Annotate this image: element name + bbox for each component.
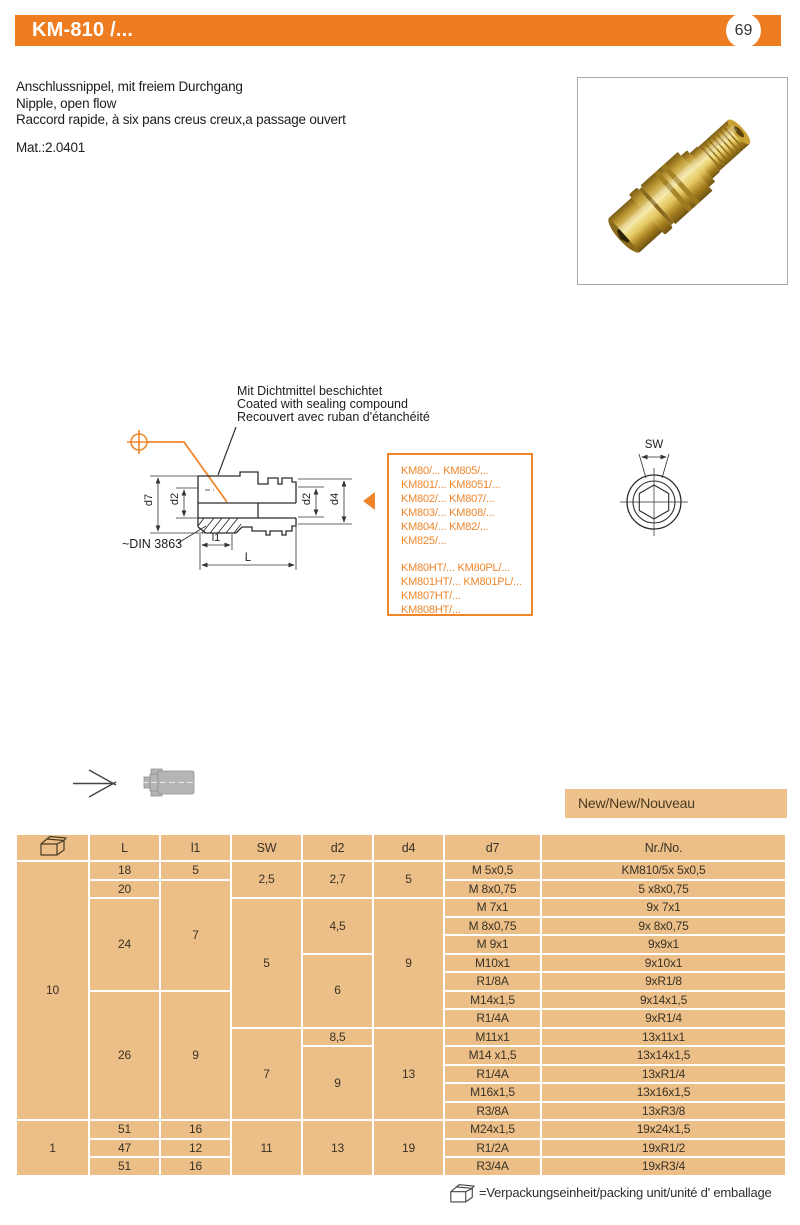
dim-d2-left-label: d2 — [169, 492, 181, 506]
din-label: ~DIN 3863 — [122, 537, 183, 551]
brass-fitting-image — [578, 78, 787, 284]
dim-sw-label: SW — [644, 439, 664, 451]
table-cell: 10 — [16, 861, 89, 1120]
page-header-bar — [15, 15, 781, 46]
new-badge: New/New/Nouveau — [565, 789, 787, 818]
table-cell: 18 — [89, 861, 160, 880]
model-number: KM801HT/... KM801PL/... — [401, 576, 522, 588]
product-photo — [577, 77, 788, 285]
model-number: KM80/... KM805/... — [401, 465, 489, 477]
column-header-d4: d4 — [373, 834, 444, 861]
table-cell: 9xR1/8 — [541, 972, 786, 991]
packing-unit-icon — [448, 1183, 476, 1204]
column-header-d2: d2 — [302, 834, 373, 861]
table-cell: 2,7 — [302, 861, 373, 898]
table-cell: 9xR1/4 — [541, 1009, 786, 1028]
table-cell: 26 — [89, 991, 160, 1121]
table-cell: 9x10x1 — [541, 954, 786, 973]
table-cell: M10x1 — [444, 954, 541, 973]
table-cell: 12 — [160, 1139, 231, 1158]
table-cell: R3/4A — [444, 1157, 541, 1176]
table-cell: M 5x0,5 — [444, 861, 541, 880]
description-line-de: Anschlussnippel, mit freiem Durchgang — [16, 79, 243, 94]
table-cell: M11x1 — [444, 1028, 541, 1047]
packing-unit-legend: =Verpackungseinheit/packing unit/unité d' emballage — [479, 1185, 772, 1200]
table-cell: R3/8A — [444, 1102, 541, 1121]
material-spec: Mat.:2.0401 — [16, 140, 86, 155]
page-title: KM-810 /... — [32, 19, 134, 41]
product-description — [16, 79, 346, 129]
table-cell: 7 — [160, 880, 231, 991]
table-cell: 13xR1/4 — [541, 1065, 786, 1084]
model-number: KM825/... — [401, 535, 447, 547]
hex-end-view — [620, 454, 688, 536]
table-cell: KM810/5x 5x0,5 — [541, 861, 786, 880]
model-group-1 — [401, 464, 527, 548]
table-cell: 16 — [160, 1157, 231, 1176]
svg-text:Mit Dichtmittel beschichtet: Mit Dichtmittel beschichtet — [237, 385, 383, 398]
table-row — [16, 1120, 786, 1139]
table-cell: M16x1,5 — [444, 1083, 541, 1102]
table-cell: 7 — [231, 1028, 302, 1121]
table-cell: 5 x8x0,75 — [541, 880, 786, 899]
table-cell: 19x24x1,5 — [541, 1120, 786, 1139]
table-row — [16, 898, 786, 917]
table-cell: 9 — [302, 1046, 373, 1120]
table-cell: 9x14x1,5 — [541, 991, 786, 1010]
svg-text:Recouvert avec ruban d'étanché: Recouvert avec ruban d'étanchéité — [237, 410, 430, 424]
table-cell: 19xR1/2 — [541, 1139, 786, 1158]
packing-unit-icon — [38, 835, 68, 857]
dim-d2-right-label: d2 — [301, 492, 313, 506]
svg-text:Coated with sealing compound: Coated with sealing compound — [237, 397, 408, 411]
dim-l1-label: l1 — [211, 532, 221, 544]
table-cell: M 7x1 — [444, 898, 541, 917]
table-cell: 9x 7x1 — [541, 898, 786, 917]
flow-direction-arrow-icon — [73, 770, 116, 797]
page-number-badge: 69 — [726, 13, 761, 48]
table-cell: 6 — [302, 954, 373, 1028]
table-cell: 20 — [89, 880, 160, 899]
model-number: KM804/... KM82/... — [401, 521, 489, 533]
table-cell: 13x14x1,5 — [541, 1046, 786, 1065]
pointer-triangle-icon — [363, 492, 375, 510]
table-cell: 5 — [160, 861, 231, 880]
fitting-profile-icon — [142, 769, 196, 796]
table-cell: R1/4A — [444, 1065, 541, 1084]
model-list-box — [387, 453, 533, 616]
column-header-d7: d7 — [444, 834, 541, 861]
position-mark-icon — [127, 430, 227, 502]
table-cell: R1/4A — [444, 1009, 541, 1028]
table-row — [16, 861, 786, 880]
table-cell: 47 — [89, 1139, 160, 1158]
table-cell: 11 — [231, 1120, 302, 1176]
table-cell: 13 — [373, 1028, 444, 1121]
table-cell: R1/8A — [444, 972, 541, 991]
table-cell: 8,5 — [302, 1028, 373, 1047]
table-cell: 19 — [373, 1120, 444, 1176]
table-cell: 13x16x1,5 — [541, 1083, 786, 1102]
model-group-2 — [401, 561, 527, 617]
table-cell: 13xR3/8 — [541, 1102, 786, 1121]
table-cell: M14 x1,5 — [444, 1046, 541, 1065]
table-cell: M14x1,5 — [444, 991, 541, 1010]
table-cell: 19xR3/4 — [541, 1157, 786, 1176]
table-cell: 16 — [160, 1120, 231, 1139]
table-cell: 13x11x1 — [541, 1028, 786, 1047]
model-number: KM808HT/... — [401, 604, 461, 616]
table-cell: 51 — [89, 1157, 160, 1176]
model-number: KM807HT/... — [401, 590, 461, 602]
model-number: KM801/... KM8051/... — [401, 479, 501, 491]
table-cell: R1/2A — [444, 1139, 541, 1158]
table-cell: 9 — [160, 991, 231, 1121]
column-header-nr: Nr./No. — [541, 834, 786, 861]
table-header-row — [16, 834, 786, 861]
table-cell: 9x9x1 — [541, 935, 786, 954]
table-cell: M 8x0,75 — [444, 917, 541, 936]
table-cell: M 9x1 — [444, 935, 541, 954]
column-header-L: L — [89, 834, 160, 861]
product-table — [15, 833, 787, 1177]
column-header-l1: l1 — [160, 834, 231, 861]
table-cell: 4,5 — [302, 898, 373, 954]
table-cell: M 8x0,75 — [444, 880, 541, 899]
table-cell: 1 — [16, 1120, 89, 1176]
model-number: KM803/... KM808/... — [401, 507, 495, 519]
model-number: KM802/... KM807/... — [401, 493, 495, 505]
dim-d4-label: d4 — [329, 492, 341, 506]
packing-unit-column-header — [16, 834, 89, 861]
dim-d7-label: d7 — [143, 493, 155, 507]
table-cell: M24x1,5 — [444, 1120, 541, 1139]
table-cell: 9 — [373, 898, 444, 1028]
dim-L-label: L — [244, 552, 252, 564]
table-cell: 5 — [373, 861, 444, 898]
table-cell: 5 — [231, 898, 302, 1028]
description-line-en: Nipple, open flow — [16, 95, 117, 111]
model-number: KM80HT/... KM80PL/... — [401, 562, 510, 574]
table-cell: 51 — [89, 1120, 160, 1139]
table-cell: 9x 8x0,75 — [541, 917, 786, 936]
table-cell: 13 — [302, 1120, 373, 1176]
table-cell: 2,5 — [231, 861, 302, 898]
column-header-SW: SW — [231, 834, 302, 861]
table-cell: 24 — [89, 898, 160, 991]
description-line-fr: Raccord rapide, à six pans creus creux,a passage ouvert — [16, 112, 346, 127]
